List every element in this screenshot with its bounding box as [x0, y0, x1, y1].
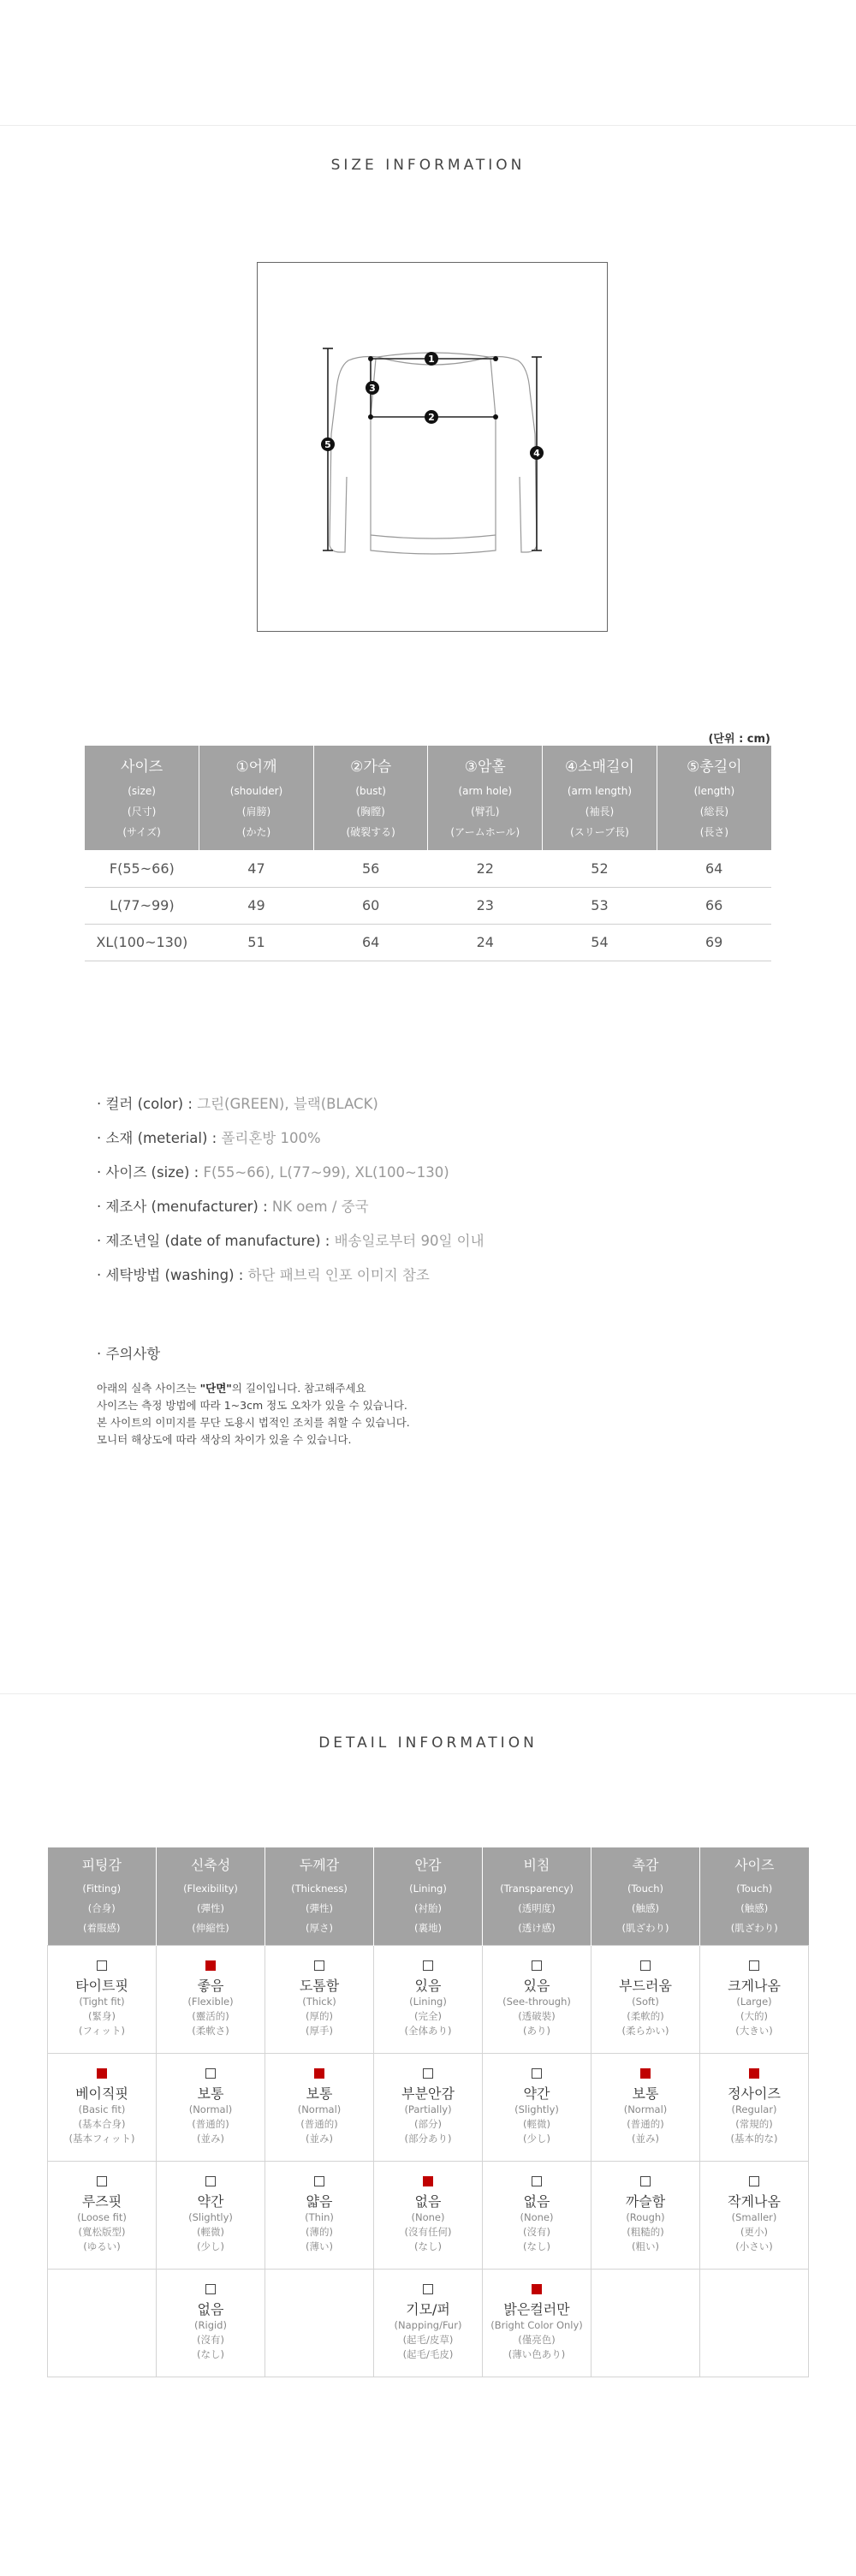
detail-row: [48, 1945, 809, 2053]
unit-label: (단위 : cm): [708, 733, 770, 746]
detail-option-sub: (基本合身): [78, 2117, 126, 2130]
detail-header-main: 신축성: [190, 1856, 231, 1873]
info-value: 하단 패브릭 인포 이미지 참조: [247, 1267, 430, 1283]
detail-option-label: 보통: [197, 2085, 224, 2102]
unchecked-box-icon: [640, 1960, 651, 1971]
detail-option-cell: [265, 2161, 374, 2269]
unchecked-box-icon: [205, 2284, 216, 2294]
detail-option-cell: [157, 2269, 265, 2377]
size-cell: 64: [313, 924, 428, 961]
detail-option-cell: [483, 1945, 591, 2053]
detail-option-sub: (並み): [632, 2132, 659, 2145]
detail-header-main: 사이즈: [734, 1856, 775, 1873]
marker-2: 2: [428, 412, 435, 423]
info-label: · 제조사 (menufacturer) :: [97, 1199, 272, 1215]
notice-line: [97, 1380, 410, 1397]
unchecked-box-icon: [314, 2176, 324, 2186]
size-cell: 54: [543, 924, 657, 961]
detail-option-sub: (なし): [197, 2347, 224, 2360]
detail-option-label: 기모/퍼: [406, 2300, 450, 2317]
info-row: [97, 1156, 484, 1190]
detail-header-main: 비침: [523, 1856, 550, 1873]
size-cell: L(77~99): [85, 887, 199, 924]
detail-option-sub: (None): [411, 2210, 445, 2223]
detail-header-sub: (肌ざわり): [621, 1921, 669, 1934]
detail-option-label: 없음: [414, 2192, 442, 2210]
detail-header-main: 촉감: [632, 1856, 659, 1873]
detail-header-sub: (Fitting): [82, 1882, 122, 1895]
size-row: [85, 924, 771, 961]
unchecked-box-icon: [532, 2068, 542, 2079]
detail-option-sub: (Slightly): [514, 2103, 559, 2115]
detail-option-label: 베이직핏: [75, 2085, 128, 2102]
size-cell: 49: [199, 887, 314, 924]
detail-option-label: 있음: [414, 1977, 442, 1994]
detail-information-title: DETAIL INFORMATION: [318, 1734, 538, 1752]
size-header-sub: (袖長): [585, 805, 615, 818]
detail-header-sub: (彈性): [306, 1901, 333, 1914]
info-label: · 세탁방법 (washing) :: [97, 1267, 248, 1283]
detail-option-sub: (起毛/毛皮): [402, 2347, 454, 2360]
size-header-sub: (bust): [355, 784, 386, 797]
detail-option-cell: [483, 2161, 591, 2269]
size-cell: 51: [199, 924, 314, 961]
size-header-sub: (arm hole): [458, 784, 513, 797]
detail-header-sub: (Thickness): [291, 1882, 348, 1895]
size-table: [85, 746, 771, 961]
detail-option-sub: (Basic fit): [78, 2103, 126, 2115]
notice-line: 모니터 해상도에 따라 색상의 차이가 있을 수 있습니다.: [97, 1433, 352, 1446]
detail-option-sub: (Large): [736, 1995, 772, 2008]
detail-option-sub: (僅亮色): [518, 2333, 556, 2346]
detail-header-main: 안감: [414, 1856, 442, 1873]
detail-option-cell: [48, 2053, 157, 2161]
marker-5: 5: [324, 439, 331, 450]
detail-option-sub: (大きい): [735, 2024, 773, 2037]
detail-option-sub: (粗糙的): [627, 2225, 664, 2238]
unchecked-box-icon: [423, 2068, 433, 2079]
detail-option-label: 없음: [197, 2300, 224, 2317]
size-header-sub: (総長): [699, 805, 729, 818]
size-header-sub: (arm length): [567, 784, 633, 797]
detail-option-sub: (Slightly): [188, 2210, 233, 2223]
garment-diagram: [257, 262, 608, 632]
unchecked-box-icon: [532, 1960, 542, 1971]
detail-option-sub: (Partially): [404, 2103, 452, 2115]
detail-option-sub: (並み): [197, 2132, 224, 2145]
detail-option-sub: (Normal): [297, 2103, 342, 2115]
detail-option-sub: (透破裝): [518, 2009, 556, 2022]
size-cell: 66: [657, 887, 771, 924]
info-row: [97, 1190, 484, 1224]
detail-header-cell: [374, 1847, 483, 1945]
detail-option-sub: (全体あり): [404, 2024, 452, 2037]
size-cell: 64: [657, 850, 771, 887]
marker-4: 4: [533, 448, 540, 459]
size-table-body: [85, 850, 771, 961]
size-header-main: ③암홀: [464, 758, 506, 776]
detail-header-sub: (合身): [87, 1901, 116, 1914]
detail-header-sub: (Touch): [736, 1882, 773, 1895]
size-cell: 22: [428, 850, 543, 887]
size-header-cell: [543, 746, 657, 850]
detail-option-label: 얇음: [306, 2192, 333, 2210]
detail-option-sub: (緊身): [88, 2009, 116, 2022]
detail-option-label: 없음: [523, 2192, 550, 2210]
size-header-main: ⑤총길이: [687, 758, 742, 776]
detail-option-sub: (靈活的): [192, 2009, 229, 2022]
size-header-main: ①어깨: [235, 758, 277, 776]
detail-option-sub: (並み): [306, 2132, 333, 2145]
detail-option-cell: [591, 2053, 700, 2161]
size-cell: 56: [313, 850, 428, 887]
detail-empty-cell: [265, 2269, 374, 2377]
detail-option-sub: (Soft): [632, 1995, 659, 2008]
size-header-main: 사이즈: [120, 758, 163, 776]
sweater-illustration: [258, 263, 609, 633]
size-cell: 52: [543, 850, 657, 887]
size-header-sub: (破裂する): [346, 825, 395, 838]
checked-box-icon: [640, 2068, 651, 2079]
detail-header-sub: (伸縮性): [192, 1921, 229, 1934]
checked-box-icon: [532, 2284, 542, 2294]
unchecked-box-icon: [314, 1960, 324, 1971]
detail-option-label: 약간: [523, 2085, 550, 2102]
size-header-sub: (length): [693, 784, 735, 797]
detail-option-cell: [265, 2053, 374, 2161]
detail-option-label: 밝은컬러만: [503, 2300, 570, 2317]
info-row: [97, 1121, 484, 1156]
size-header-sub: (臂孔): [471, 805, 500, 818]
detail-row: [48, 2269, 809, 2377]
detail-header-sub: (Transparency): [500, 1882, 574, 1895]
detail-option-cell: [157, 2053, 265, 2161]
detail-option-cell: [700, 2161, 809, 2269]
size-table-header: [85, 746, 771, 850]
size-header-cell: [85, 746, 199, 850]
detail-option-sub: (輕微): [197, 2225, 224, 2238]
detail-option-sub: (なし): [414, 2240, 442, 2252]
detail-option-sub: (Flexible): [187, 1995, 234, 2008]
detail-header-cell: [265, 1847, 374, 1945]
detail-option-sub: (常規的): [735, 2117, 773, 2130]
detail-option-sub: (薄的): [306, 2225, 333, 2238]
detail-option-sub: (Rough): [626, 2210, 665, 2223]
detail-option-label: 루즈핏: [81, 2192, 122, 2210]
detail-option-sub: (Lining): [409, 1995, 447, 2008]
detail-row: [48, 2161, 809, 2269]
detail-empty-cell: [48, 2269, 157, 2377]
detail-option-cell: [483, 2053, 591, 2161]
detail-option-sub: (更小): [740, 2225, 768, 2238]
info-value: 배송일로부터 90일 이내: [334, 1233, 484, 1249]
notice-block: [97, 1342, 410, 1449]
info-label: · 사이즈 (size) :: [97, 1164, 204, 1181]
size-header-sub: (shoulder): [229, 784, 283, 797]
detail-option-sub: (起毛/皮草): [402, 2333, 454, 2346]
detail-option-label: 까슬함: [625, 2192, 666, 2210]
detail-option-sub: (部分): [414, 2117, 442, 2130]
size-header-cell: [428, 746, 543, 850]
size-header-main: ④소매길이: [564, 758, 634, 776]
detail-table-header: [48, 1847, 809, 1945]
detail-header-sub: (透明度): [518, 1901, 556, 1914]
info-value: 폴리혼방 100%: [221, 1130, 321, 1146]
detail-option-sub: (粗い): [632, 2240, 659, 2252]
checked-box-icon: [423, 2176, 433, 2186]
detail-option-cell: [265, 1945, 374, 2053]
detail-option-sub: (輕微): [523, 2117, 550, 2130]
info-row: [97, 1224, 484, 1258]
detail-option-sub: (基本フィット): [68, 2132, 135, 2145]
checked-box-icon: [749, 2068, 759, 2079]
size-header-sub: (胸膛): [356, 805, 385, 818]
unchecked-box-icon: [423, 1960, 433, 1971]
detail-header-main: 피팅감: [81, 1856, 122, 1873]
detail-option-cell: [157, 1945, 265, 2053]
notice-line1-bold: "단면": [199, 1382, 232, 1395]
notice-line: 본 사이트의 이미지를 무단 도용시 법적인 조치를 취할 수 있습니다.: [97, 1416, 410, 1429]
detail-option-cell: [157, 2161, 265, 2269]
detail-option-sub: (Normal): [623, 2103, 668, 2115]
size-header-cell: [657, 746, 771, 850]
detail-header-sub: (裏地): [414, 1921, 442, 1934]
detail-option-sub: (沒有): [523, 2225, 550, 2238]
info-label: · 제조년일 (date of manufacture) :: [97, 1233, 335, 1249]
detail-option-sub: (See-through): [502, 1995, 571, 2008]
detail-option-sub: (基本的な): [730, 2132, 778, 2145]
detail-option-sub: (Smaller): [731, 2210, 777, 2223]
detail-header-sub: (透け感): [518, 1921, 556, 1934]
unchecked-box-icon: [749, 1960, 759, 1971]
detail-option-cell: [483, 2269, 591, 2377]
detail-option-sub: (ゆるい): [83, 2240, 121, 2252]
detail-option-cell: [591, 2161, 700, 2269]
detail-option-label: 부분안감: [401, 2085, 455, 2102]
detail-header-sub: (Touch): [627, 1882, 663, 1895]
detail-option-cell: [374, 2053, 483, 2161]
size-header-sub: (スリーブ長): [570, 825, 629, 838]
size-cell: 60: [313, 887, 428, 924]
unchecked-box-icon: [423, 2284, 433, 2294]
unchecked-box-icon: [640, 2176, 651, 2186]
size-header-cell: [313, 746, 428, 850]
unchecked-box-icon: [532, 2176, 542, 2186]
info-value: NK oem / 중국: [271, 1199, 369, 1215]
size-row: [85, 887, 771, 924]
checked-box-icon: [205, 1960, 216, 1971]
size-cell: 23: [428, 887, 543, 924]
detail-header-sub: (触感): [632, 1901, 659, 1914]
detail-option-sub: (Normal): [188, 2103, 233, 2115]
top-divider: [0, 125, 856, 126]
checked-box-icon: [314, 2068, 324, 2079]
detail-header-sub: (触感): [740, 1901, 769, 1914]
detail-option-sub: (Thick): [302, 1995, 336, 2008]
detail-option-sub: (あり): [523, 2024, 550, 2037]
detail-option-sub: (部分あり): [404, 2132, 452, 2145]
size-cell: 53: [543, 887, 657, 924]
checked-box-icon: [97, 2068, 107, 2079]
detail-option-sub: (普通的): [192, 2117, 229, 2130]
size-cell: 69: [657, 924, 771, 961]
detail-empty-cell: [700, 2269, 809, 2377]
detail-option-sub: (柔らかい): [621, 2024, 669, 2037]
detail-option-sub: (寬松版型): [78, 2225, 126, 2238]
size-header-sub: (サイズ): [122, 825, 161, 838]
detail-option-cell: [48, 1945, 157, 2053]
detail-header-main: 두께감: [299, 1856, 340, 1873]
marker-1: 1: [428, 354, 435, 365]
detail-option-cell: [374, 2269, 483, 2377]
size-header-main: ②가슴: [350, 758, 392, 776]
detail-option-sub: (厚手): [306, 2024, 333, 2037]
notice-title: · 주의사항: [97, 1346, 161, 1362]
detail-option-sub: (Loose fit): [77, 2210, 127, 2223]
detail-option-sub: (普通的): [627, 2117, 664, 2130]
detail-header-sub: (衬胎): [414, 1901, 442, 1914]
size-cell: XL(100~130): [85, 924, 199, 961]
product-info-list: [97, 1087, 484, 1293]
detail-option-cell: [374, 2161, 483, 2269]
detail-option-sub: (Tight fit): [79, 1995, 125, 2008]
unchecked-box-icon: [205, 2068, 216, 2079]
detail-header-sub: (彈性): [197, 1901, 224, 1914]
detail-empty-cell: [591, 2269, 700, 2377]
notice-line1-post: 의 길이입니다. 참고해주세요: [231, 1382, 366, 1395]
size-cell: 47: [199, 850, 314, 887]
detail-header-sub: (厚さ): [306, 1921, 333, 1934]
detail-header-sub: (着服感): [83, 1921, 121, 1934]
detail-option-sub: (Bright Color Only): [490, 2318, 583, 2331]
info-value: F(55~66), L(77~99), XL(100~130): [203, 1164, 449, 1181]
detail-option-label: 도톰함: [299, 1977, 340, 1994]
detail-header-cell: [591, 1847, 700, 1945]
detail-option-sub: (なし): [523, 2240, 550, 2252]
detail-header-sub: (Lining): [409, 1882, 447, 1895]
detail-header-sub: (Flexibility): [183, 1882, 238, 1895]
detail-row: [48, 2053, 809, 2161]
detail-option-label: 작게나옴: [728, 2192, 781, 2210]
size-header-cell: [199, 746, 314, 850]
marker-3: 3: [369, 383, 376, 394]
unchecked-box-icon: [205, 2176, 216, 2186]
detail-option-sub: (沒有任何): [404, 2225, 452, 2238]
detail-option-sub: (Thin): [305, 2210, 334, 2223]
detail-option-cell: [374, 1945, 483, 2053]
detail-option-sub: (薄い色あり): [508, 2347, 566, 2360]
detail-header-cell: [157, 1847, 265, 1945]
notice-line1-pre: 아래의 실측 사이즈는: [97, 1382, 200, 1395]
detail-option-cell: [591, 1945, 700, 2053]
unchecked-box-icon: [749, 2176, 759, 2186]
size-header-sub: (size): [128, 784, 156, 797]
size-header-sub: (尺寸): [127, 805, 157, 818]
detail-option-sub: (厚的): [306, 2009, 333, 2022]
detail-table: [47, 1847, 809, 2377]
detail-header-cell: [700, 1847, 809, 1945]
detail-option-cell: [700, 2053, 809, 2161]
info-row: [97, 1258, 484, 1293]
detail-option-sub: (沒有): [197, 2333, 224, 2346]
detail-table-body: [48, 1945, 809, 2377]
detail-option-sub: (普通的): [300, 2117, 338, 2130]
detail-option-cell: [700, 1945, 809, 2053]
detail-option-sub: (Rigid): [194, 2318, 227, 2331]
detail-option-sub: (小さい): [735, 2240, 773, 2252]
info-label: · 컬러 (color) :: [97, 1096, 198, 1112]
size-information-title: SIZE INFORMATION: [330, 157, 526, 174]
detail-header-sub: (肌ざわり): [730, 1921, 778, 1934]
detail-option-sub: (Napping/Fur): [394, 2318, 462, 2331]
detail-option-sub: (少し): [523, 2132, 550, 2145]
size-header-sub: (かた): [241, 825, 271, 838]
detail-option-sub: (柔軟的): [627, 2009, 664, 2022]
detail-option-sub: (None): [520, 2210, 554, 2223]
notice-line: 사이즈는 측정 방법에 따라 1~3cm 정도 오차가 있을 수 있습니다.: [97, 1399, 407, 1412]
detail-option-label: 보통: [306, 2085, 333, 2102]
detail-option-sub: (大的): [740, 2009, 768, 2022]
detail-option-cell: [48, 2161, 157, 2269]
size-row: [85, 850, 771, 887]
detail-option-label: 부드러움: [619, 1977, 672, 1994]
detail-option-label: 보통: [632, 2085, 659, 2102]
unchecked-box-icon: [97, 2176, 107, 2186]
size-header-sub: (肩膀): [241, 805, 271, 818]
info-label: · 소재 (meterial) :: [97, 1130, 222, 1146]
detail-option-sub: (完全): [414, 2009, 442, 2022]
size-header-sub: (アームホール): [450, 825, 520, 838]
detail-option-label: 타이트핏: [75, 1977, 128, 1994]
detail-option-sub: (柔軟さ): [192, 2024, 229, 2037]
size-cell: F(55~66): [85, 850, 199, 887]
info-value: 그린(GREEN), 블랙(BLACK): [197, 1096, 378, 1112]
detail-option-sub: (薄い): [306, 2240, 333, 2252]
detail-option-label: 정사이즈: [728, 2085, 781, 2102]
detail-option-sub: (少し): [197, 2240, 224, 2252]
detail-option-label: 약간: [197, 2192, 224, 2210]
size-header-sub: (長さ): [699, 825, 729, 838]
detail-option-label: 있음: [523, 1977, 550, 1994]
detail-option-label: 좋음: [197, 1977, 224, 1994]
detail-option-sub: (Regular): [731, 2103, 777, 2115]
middle-divider: [0, 1693, 856, 1694]
size-cell: 24: [428, 924, 543, 961]
detail-option-sub: (フィット): [78, 2024, 126, 2037]
info-row: [97, 1087, 484, 1121]
detail-header-cell: [483, 1847, 591, 1945]
detail-option-label: 크게나옴: [728, 1977, 781, 1994]
detail-header-cell: [48, 1847, 157, 1945]
unchecked-box-icon: [97, 1960, 107, 1971]
